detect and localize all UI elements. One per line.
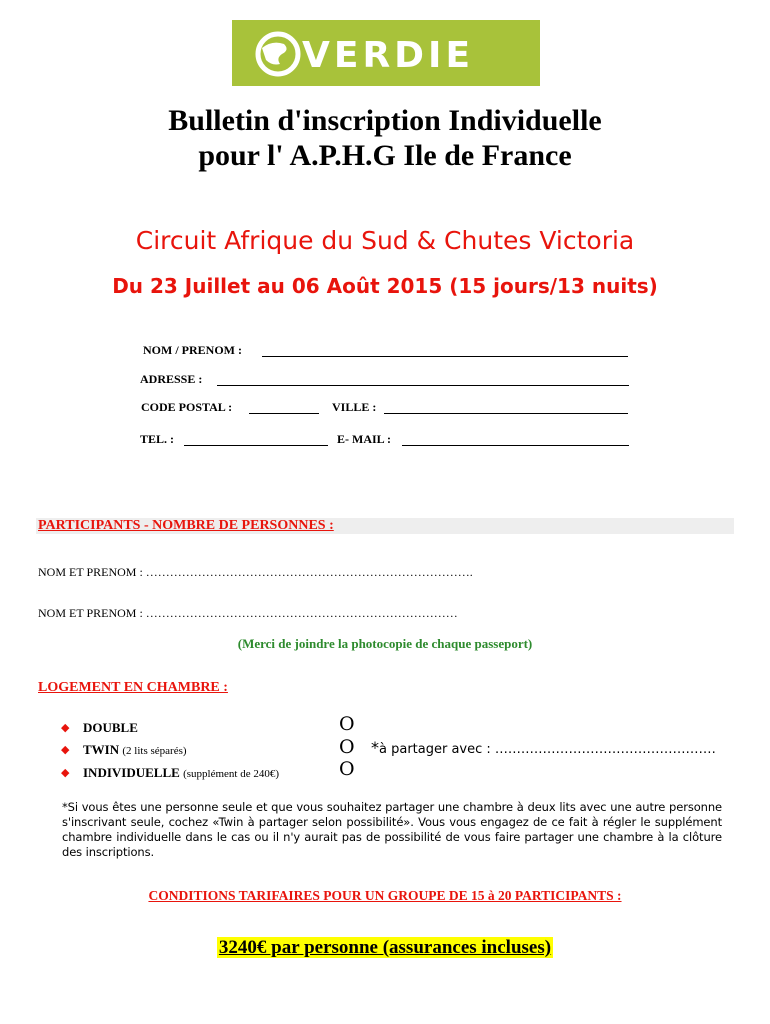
- nom-prenom-label: NOM / PRENOM :: [143, 343, 242, 357]
- tel-label: TEL. :: [140, 432, 175, 446]
- passport-note: (Merci de joindre la photocopie de chaque passeport): [237, 636, 533, 651]
- ville-label: VILLE :: [332, 400, 377, 414]
- verdie-logo: [232, 20, 540, 86]
- bullet-icon: ◆: [61, 766, 70, 779]
- page-title-line2: pour l' A.P.H.G Ile de France: [198, 139, 572, 172]
- adresse-field[interactable]: [217, 373, 629, 386]
- bullet-icon: ◆: [61, 721, 70, 734]
- code-postal-field[interactable]: [249, 401, 319, 414]
- option-twin-radio[interactable]: O: [339, 736, 355, 758]
- globe-icon: [258, 34, 298, 74]
- twin-share-note: *Si vous êtes une personne seule et que vous souhaitez partager une chambre à deux lits avec une autre personne s'inscrivant seule, cochez «Twin à partager selon possibilité». Vous vous engagez de ce fait à régler le supplément chambre individuelle dans le cas ou il n'y aurait pas de possibilité de vous faire partager une chambre à la clôture des inscriptions.: [62, 800, 722, 859]
- option-double-radio[interactable]: O: [339, 713, 355, 735]
- conditions-heading: CONDITIONS TARIFAIRES POUR UN GROUPE DE 15 à 20 PARTICIPANTS :: [148, 888, 622, 903]
- page-title-line1: Bulletin d'inscription Individuelle: [168, 104, 602, 137]
- email-field[interactable]: [402, 433, 629, 446]
- participant-line-2[interactable]: NOM ET PRENOM : ……………………………………………………………………: [38, 606, 458, 620]
- option-individuelle-radio[interactable]: O: [339, 758, 355, 780]
- option-twin-label: TWIN (2 lits séparés): [83, 742, 187, 757]
- logo-graphic: [232, 20, 540, 86]
- option-double-label: DOUBLE: [83, 720, 138, 735]
- trip-dates: Du 23 Juillet au 06 Août 2015 (15 jours/13 nuits): [112, 274, 658, 298]
- participants-heading: PARTICIPANTS - NOMBRE DE PERSONNES :: [38, 518, 334, 533]
- logement-heading: LOGEMENT EN CHAMBRE :: [38, 680, 228, 695]
- nom-prenom-field[interactable]: [262, 344, 628, 357]
- participant-line-1[interactable]: NOM ET PRENOM : ……………………………………………………………………….: [38, 565, 473, 579]
- price-line: [0, 937, 770, 959]
- bullet-icon: ◆: [61, 743, 70, 756]
- price-highlight: 3240€ par personne (assurances incluses): [218, 937, 552, 958]
- email-label: E- MAIL :: [337, 432, 391, 446]
- logo-text: VERDIE: [302, 35, 475, 76]
- tel-field[interactable]: [184, 433, 328, 446]
- ville-field[interactable]: [384, 401, 628, 414]
- share-with-field[interactable]: *à partager avec : ……………………………………………: [371, 738, 716, 757]
- adresse-label: ADRESSE :: [140, 372, 203, 386]
- code-postal-label: CODE POSTAL :: [141, 400, 233, 414]
- option-individuelle-label: INDIVIDUELLE (supplément de 240€): [83, 765, 279, 780]
- trip-name: Circuit Afrique du Sud & Chutes Victoria: [135, 226, 635, 255]
